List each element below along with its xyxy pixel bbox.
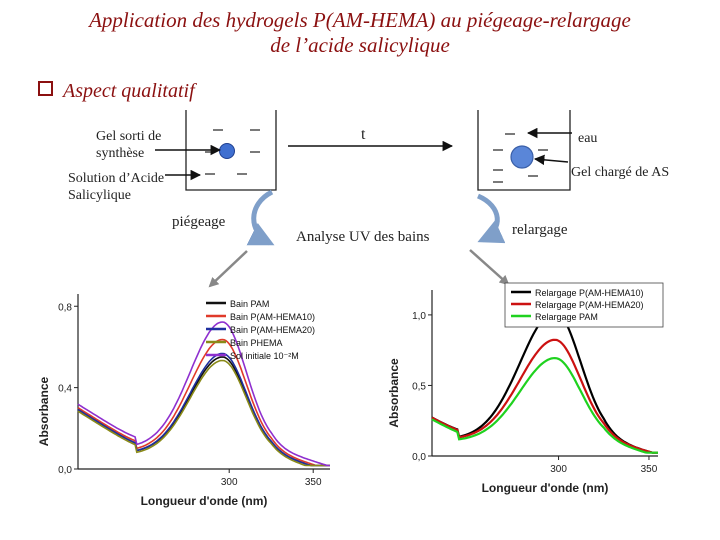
release-label: relargage	[512, 222, 568, 238]
series-line	[78, 357, 330, 466]
gel-loaded-icon	[511, 146, 533, 168]
y-axis-label: Absorbance	[387, 358, 401, 428]
legend-label: Bain PAM	[230, 299, 270, 309]
series-line	[78, 322, 330, 466]
legend-label: Relargage P(AM-HEMA10)	[535, 288, 644, 298]
legend-label: Relargage PAM	[535, 312, 598, 322]
series-line	[432, 340, 658, 453]
gel-label-line1: Gel sorti de	[96, 129, 162, 144]
solution-label-line1: Solution d’Acide	[68, 171, 165, 186]
x-tick-label: 350	[640, 464, 658, 475]
trapping-chart	[0, 282, 350, 522]
gel-loaded-label: Gel chargé de AS	[571, 165, 670, 180]
x-tick-label: 300	[220, 477, 238, 488]
series-line	[78, 361, 330, 466]
title-line-1: Application des hydrogels P(AM-HEMA) au piégeage-relargage	[89, 8, 631, 32]
y-axis-label: Absorbance	[37, 376, 51, 447]
series-line	[78, 354, 330, 466]
legend-label: Bain P(AM-HEMA20)	[230, 325, 316, 335]
water-label: eau	[578, 131, 598, 146]
series-line	[432, 312, 658, 453]
time-label: t	[361, 126, 366, 143]
x-axis-label: Longueur d'onde (nm)	[140, 494, 268, 508]
release-chart	[380, 276, 680, 506]
legend-label: Sol initiale 10⁻²M	[230, 351, 299, 361]
solution-label-line2: Salicylique	[68, 188, 131, 203]
legend-label: Relargage P(AM-HEMA20)	[535, 300, 644, 310]
y-tick-label: 1,0	[412, 310, 426, 322]
x-axis-label: Longueur d'onde (nm)	[481, 481, 609, 495]
arrow-gel-loaded	[535, 159, 568, 162]
section-heading-text: Aspect qualitatif	[63, 80, 195, 102]
uv-analysis-label: Analyse UV des bains	[296, 229, 430, 245]
gel-small-icon	[220, 144, 235, 159]
y-tick-label: 0,5	[412, 381, 426, 393]
series-line	[432, 358, 658, 453]
gel-label-line2: synthèse	[96, 146, 145, 161]
pointer-left	[210, 251, 247, 286]
legend	[206, 299, 315, 361]
legend-label: Bain PHEMA	[230, 338, 283, 348]
x-tick-label: 350	[304, 477, 322, 488]
title-line-2: de l’acide salicylique	[270, 33, 450, 57]
y-tick-label: 0,4	[58, 383, 72, 395]
beaker-right	[478, 110, 570, 190]
y-tick-label: 0,0	[58, 465, 72, 476]
trapping-label: piégeage	[172, 214, 226, 230]
x-tick-label: 300	[550, 464, 567, 475]
cycle-arrow-left	[254, 192, 272, 243]
legend-label: Bain P(AM-HEMA10)	[230, 312, 316, 322]
legend	[505, 283, 663, 327]
y-tick-label: 0,8	[58, 302, 72, 314]
y-tick-label: 0,0	[412, 452, 426, 463]
cycle-arrow-right	[478, 196, 497, 240]
